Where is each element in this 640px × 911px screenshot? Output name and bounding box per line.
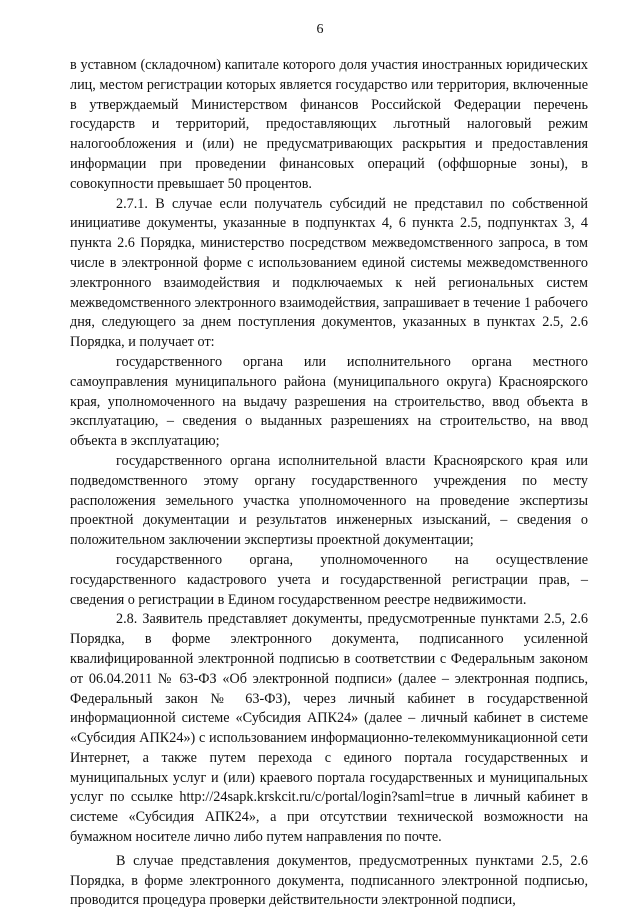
paragraph-expertise-source: государственного органа исполнительной власти Красноярского края или подведомственного этому органу государственного учреждения по месту расположения земельного участка уполномоченного на проведение экспертизы проектной документации и результатов инженерных изысканий, – сведения о положительном заключении экспертизы проектной документации; — [70, 452, 588, 549]
page-number: 6 — [316, 22, 324, 37]
paragraph-signature-check: В случае представления документов, предусмотренных пунктами 2.5, 2.6 Порядка, в форме электронного документа, подписанного электронной подписью, проводится процедура проверки действительности электронной подписи, — [70, 852, 588, 909]
paragraph-permits-source: государственного органа или исполнительного органа местного самоуправления муниципального района (муниципального округа) Красноярского края, уполномоченного на выдачу разрешения на строительство, ввод объекта в эксплуатацию, – сведения о выданных разрешениях на строительство, на ввод объекта в эксплуатацию; — [70, 353, 588, 450]
paragraph-registry-source: государственного органа, уполномоченного на осуществление государственного кадастрового учета и государственной регистрации прав, – сведения о регистрации в Едином государственном реестре недвижимости. — [70, 551, 588, 608]
paragraph-2-8: 2.8. Заявитель представляет документы, предусмотренные пунктами 2.5, 2.6 Порядка, в форме электронного документа, подписанного усиленной квалифицированной электронной подписью в соответствии с Федеральным законом от 06.04.2011 № 63-ФЗ «Об электронной подписи» (далее – электронная подпись, Федеральный закон № 63-ФЗ), через личный кабинет в государственной информационной системе «Субсидия АПК24» (далее – личный кабинет в системе «Субсидия АПК24») с использованием информационно-телекоммуникационной сети Интернет, а также путем перехода с единого портала государственных и муниципальных услуг и (или) краевого портала государственных и муниципальных услуг по ссылке http://24sapk.krskcit.ru/c/portal/login?saml=true в личный кабинет в системе «Субсидия АПК24», а при отсутствии технической возможности на бумажном носителе лично либо путем направления по почте. — [70, 611, 588, 846]
document-body — [70, 56, 588, 911]
paragraph-offshore-continuation: в уставном (складочном) капитале которого доля участия иностранных юридических лиц, местом регистрации которых является государство или территория, включенные в утверждаемый Министерством финансов Российской Федерации перечень государств и территорий, предоставляющих льготный налоговый режим налогообложения и (или) не предусматривающих раскрытия и предоставления информации при проведении финансовых операций (оффшорные зоны), в совокупности превышает 50 процентов. — [70, 57, 588, 192]
paragraph-2-7-1: 2.7.1. В случае если получатель субсидий не представил по собственной инициативе документы, указанные в подпунктах 4, 6 пункта 2.5, подпунктах 3, 4 пункта 2.6 Порядка, министерство посредством межведомственного запроса, в том числе в электронной форме с использованием единой системы межведомственного электронного взаимодействия и подключаемых к ней региональных систем межведомственного электронного взаимодействия, запрашивает в течение 1 рабочего дня, следующего за днем поступления документов, указанных в пунктах 2.5, 2.6 Порядка, и получает от: — [70, 195, 588, 351]
